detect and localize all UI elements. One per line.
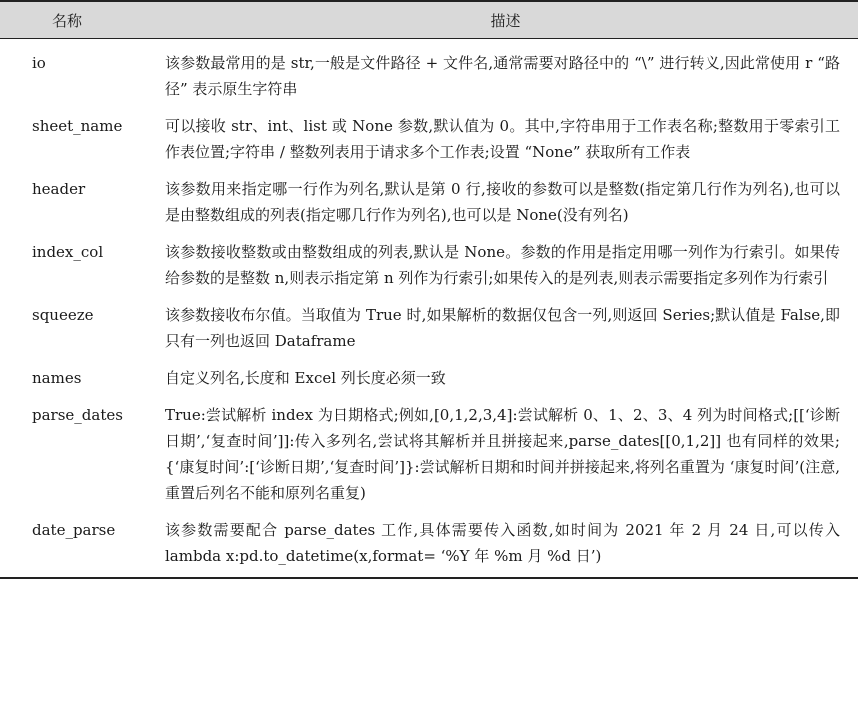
param-description: 该参数用来指定哪一行作为列名,默认是第 0 行,接收的参数可以是整数(指定第几行作为列名),也可以是由整数组成的列表(指定哪几行作为列名),也可以是 None(没有列名) bbox=[165, 180, 840, 224]
table-row bbox=[0, 506, 858, 578]
header-row bbox=[0, 1, 858, 39]
param-description: 自定义列名,长度和 Excel 列长度必须一致 bbox=[165, 369, 446, 387]
param-name: index_col bbox=[32, 243, 104, 261]
param-description: True:尝试解析 index 为日期格式;例如,[0,1,2,3,4]:尝试解析 0、1、2、3、4 列为时间格式;[[‘诊断日期’,‘复查时间’]]:传入多列名,尝试将其解析并且拼接起来,parse_dates[[0,1,2]] 也有同样的效果;{‘康复时间’:[‘诊断日期’,‘复查时间’]}:尝试解析日期和时间并拼接起来,将列名重置为 ‘康复时间’(注意,重置后列名不能和原列名重复) bbox=[165, 406, 840, 502]
param-description: 该参数接收整数或由整数组成的列表,默认是 None。参数的作用是指定用哪一列作为行索引。如果传给参数的是整数 n,则表示指定第 n 列作为行索引;如果传入的是列表,则表示需要指定多列作为行索引 bbox=[165, 243, 840, 287]
param-description: 可以接收 str、int、list 或 None 参数,默认值为 0。其中,字符串用于工作表名称;整数用于零索引工作表位置;字符串 / 整数列表用于请求多个工作表;设置 “None” 获取所有工作表 bbox=[165, 117, 840, 161]
param-name: squeeze bbox=[32, 306, 94, 324]
table-row bbox=[0, 391, 858, 506]
table-row bbox=[0, 39, 858, 103]
param-name: io bbox=[32, 54, 46, 72]
table-row bbox=[0, 291, 858, 354]
column-header-name: 名称 bbox=[0, 1, 153, 39]
column-header-description: 描述 bbox=[153, 1, 858, 39]
param-description: 该参数接收布尔值。当取值为 True 时,如果解析的数据仅包含一列,则返回 Series;默认值是 False,即只有一列也返回 Dataframe bbox=[165, 306, 840, 350]
param-name: names bbox=[32, 369, 82, 387]
param-description: 该参数需要配合 parse_dates 工作,具体需要传入函数,如时间为 2021 年 2 月 24 日,可以传入 lambda x:pd.to_datetime(x,format= ‘%Y 年 %m 月 %d 日’) bbox=[153, 506, 858, 578]
param-name: sheet_name bbox=[32, 117, 123, 135]
param-name: date_parse bbox=[0, 506, 153, 578]
param-description: 该参数最常用的是 str,一般是文件路径 + 文件名,通常需要对路径中的 “\” 进行转义,因此常使用 r “路径” 表示原生字符串 bbox=[165, 54, 840, 98]
table-body bbox=[0, 39, 858, 579]
table-row bbox=[0, 165, 858, 228]
table-row bbox=[0, 228, 858, 291]
param-name: parse_dates bbox=[32, 406, 123, 424]
table-row bbox=[0, 102, 858, 165]
table-header bbox=[0, 1, 858, 39]
param-name: header bbox=[32, 180, 86, 198]
table-row bbox=[0, 354, 858, 391]
